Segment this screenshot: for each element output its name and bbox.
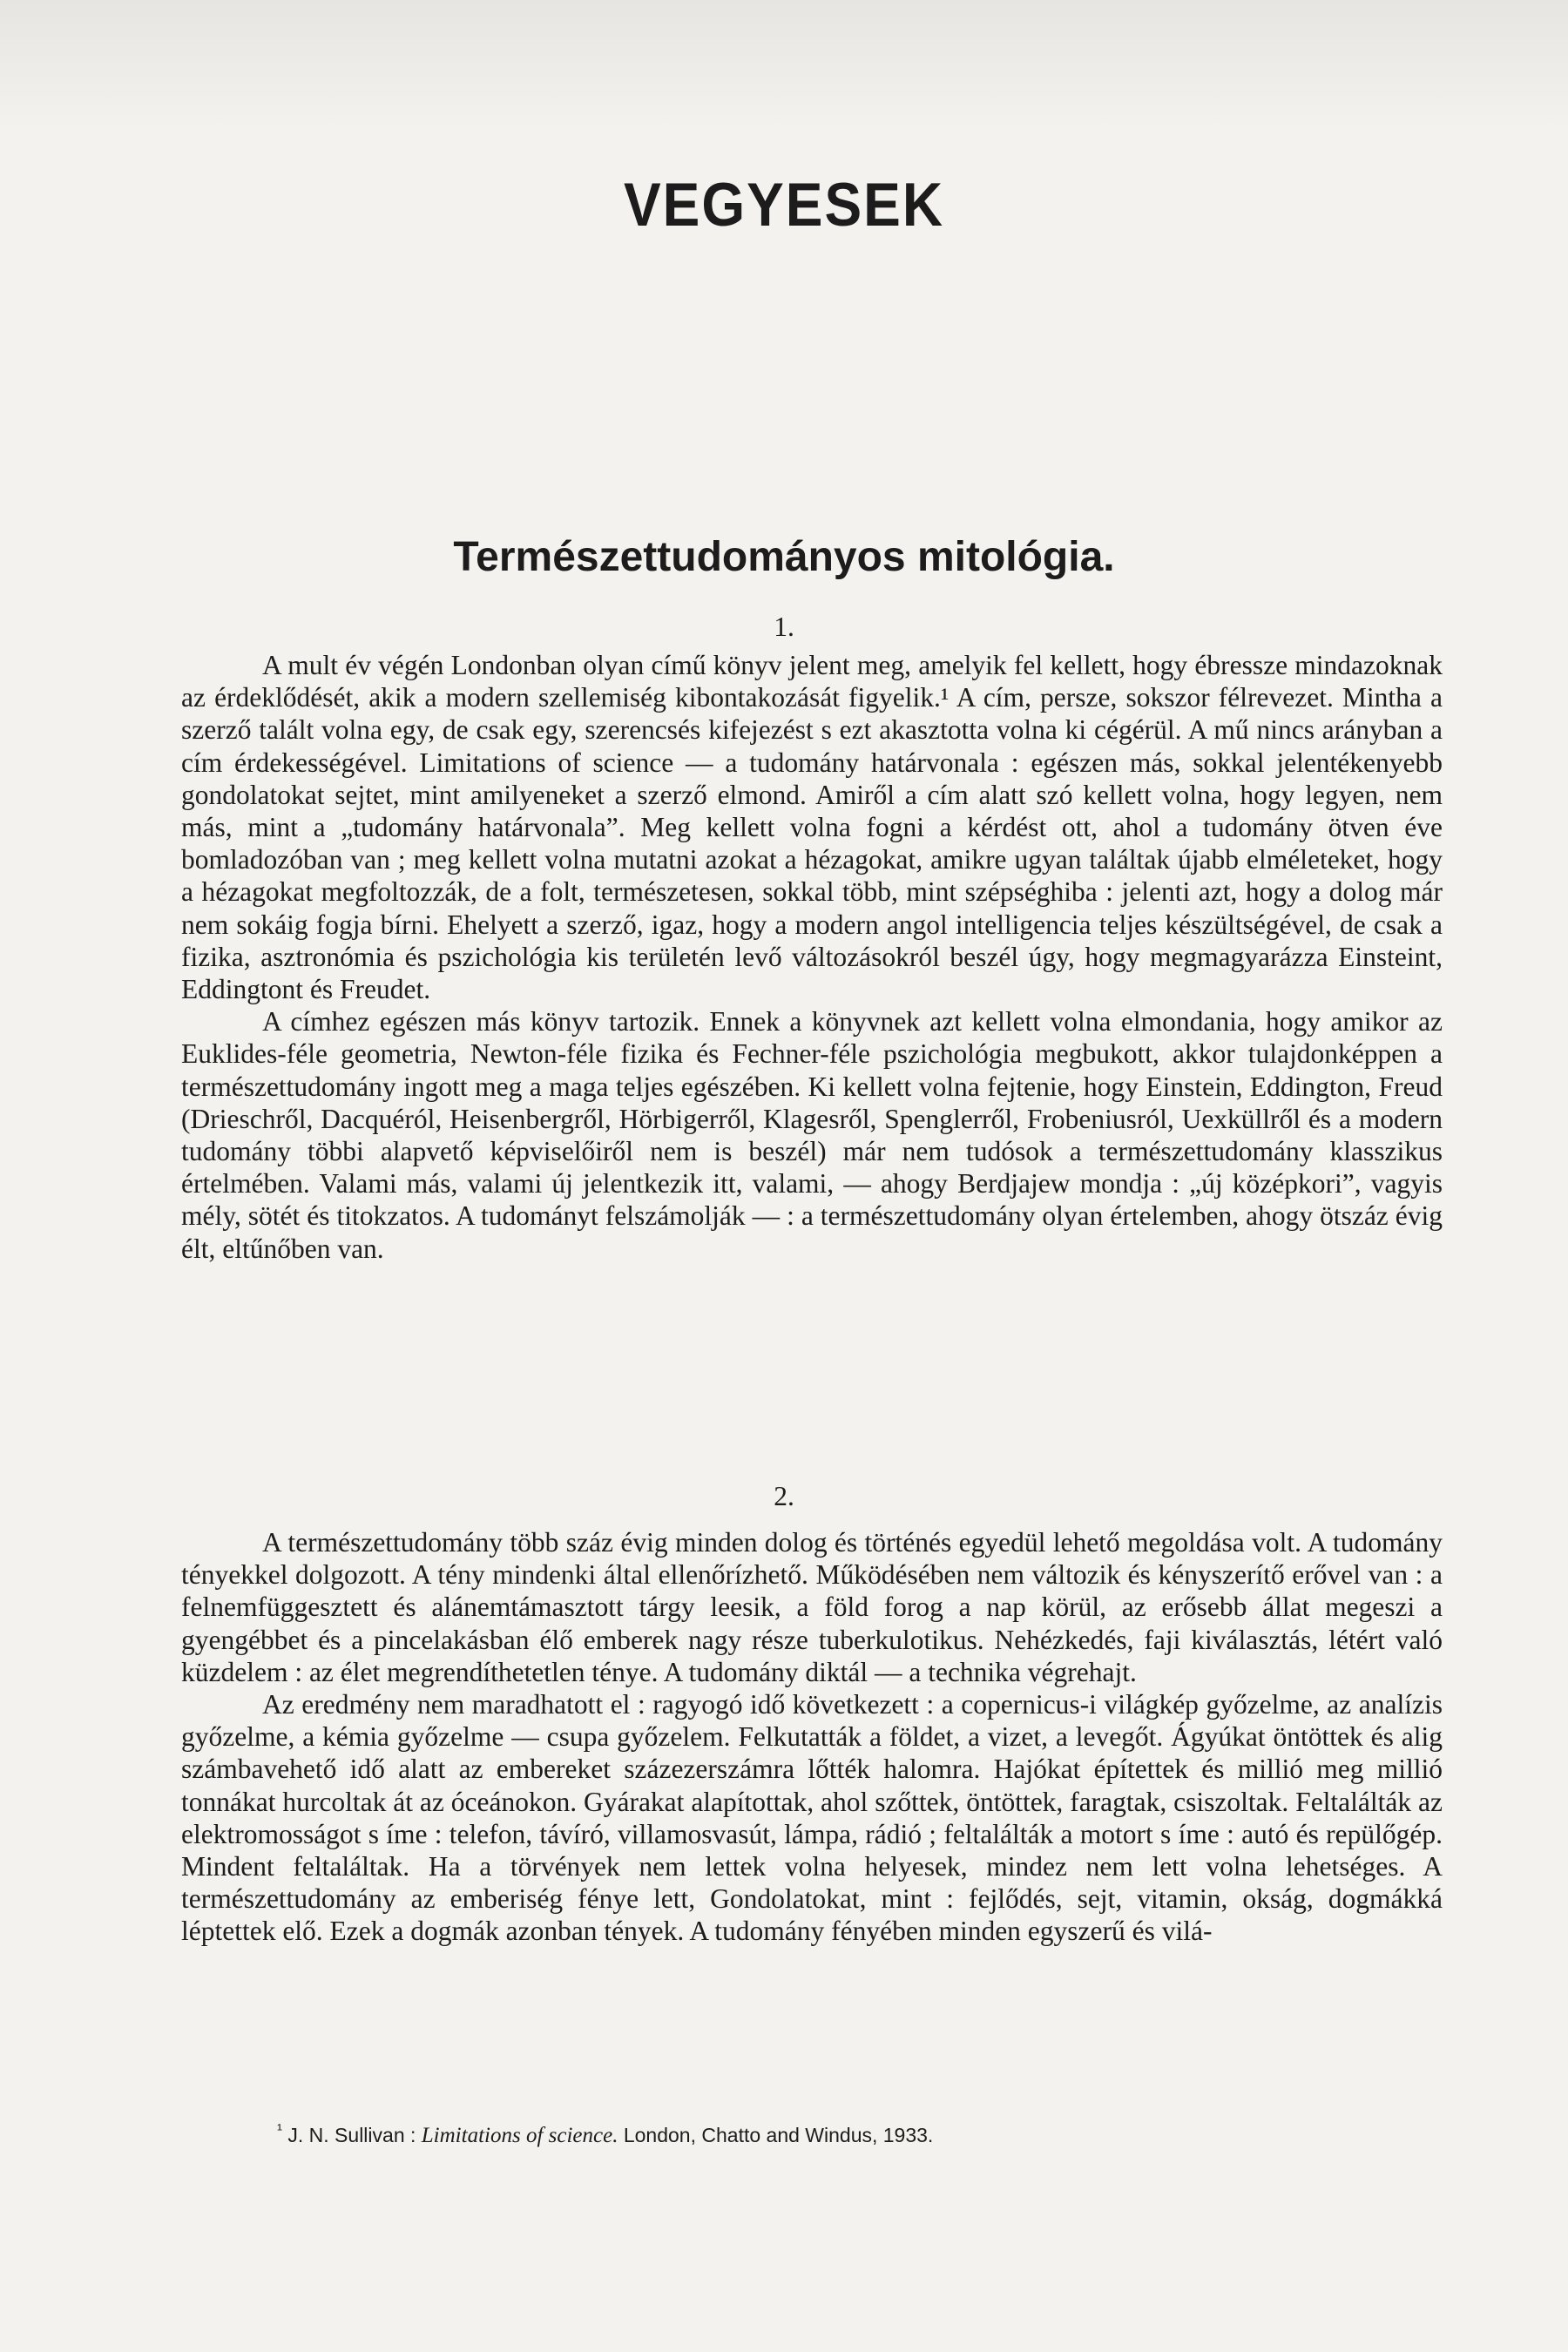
part-number-2: 2.: [774, 1481, 794, 1511]
paragraph: A mult év végén Londonban olyan című könyv jelent meg, amelyik fel kellett, hogy ébressze mindazoknak az érdeklődését, akik a modern szellemiség kibontakozását figyelik.¹ A cím, persze, sokszor félrevezet. Mintha a szerző talált volna egy, de csak egy, szerencsés kifejezést s ezt akasztotta volna ki cégérül. A mű nincs arányban a cím érdekességével. Limitations of science — a tudomány határvonala : egészen más, sokkal jelentékenyebb gondolatokat sejtet, mint amilyeneket a szerző elmond. Amiről a cím alatt szó kellett volna, hogy legyen, nem más, mint a „tudomány határvonala”. Meg kellett volna fogni a kérdést ott, ahol a tudomány ötven éve bomladozóban van ; meg kellett volna mutatni azokat a hézagokat, amikre ugyan találtak újabb elméleteket, hogy a hézagokat megfoltozzák, de a folt, természetesen, sokkal több, mint szépséghiba : jelenti azt, hogy a dolog már nem sokáig fogja bírni. Ehelyett a szerző, igaz, hogy a modern angol intelligencia teljes készültségével, de csak a fizika, asztronómia és pszichológia kis területén levő változásokról beszél úgy, hogy megmagyarázza Einsteint, Eddingtont és Freudet.: [181, 650, 1443, 1005]
part-2-body: [181, 1526, 1443, 1948]
footnote-author: J. N. Sullivan :: [287, 2124, 416, 2146]
article-title: Természettudományos mitológia.: [453, 534, 1115, 580]
footnote-title: Limitations of science.: [421, 2124, 618, 2147]
part-number-1: 1.: [774, 612, 794, 642]
footnote-publisher: London, Chatto and Windus, 1933.: [623, 2124, 934, 2146]
footnote-mark: ¹: [277, 2120, 282, 2139]
footnote: [277, 2120, 1409, 2148]
part-1-body: [181, 649, 1443, 1265]
paragraph: A természettudomány több száz évig minden dolog és történés egyedül lehető megoldása volt. A tudomány tényekkel dolgozott. A tény mindenki által ellenőrízhető. Működésében nem változik és kényszerítő erővel van : a felnemfüggesztett és alánemtámasztott tárgy leesik, a föld forog a nap körül, az erősebb állat megeszi a gyengébbet és a pincelakásban élő emberek nagy része tuberkulotikus. Nehézkedés, faji kiválasztás, létért való küzdelem : az élet megrendíthetetlen ténye. A tudomány diktál — a technika végrehajt.: [181, 1527, 1443, 1687]
paragraph: A címhez egészen más könyv tartozik. Ennek a könyvnek azt kellett volna elmondania, hogy amikor az Euklides-féle geometria, Newton-féle fizika és Fechner-féle pszichológia megbukott, akkor tulajdonképpen a természettudomány ingott meg a maga teljes egészében. Ki kellett volna fejtenie, hogy Einstein, Eddington, Freud (Drieschről, Dacquéról, Heisenbergről, Hörbigerről, Klagesről, Spenglerről, Frobeniusról, Uexküllről és a modern tudomány többi alapvető képviselőiről nem is beszél) már nem tudósok a természettudomány klasszikus értelmében. Valami más, valami új jelentkezik itt, valami, — ahogy Berdjajew mondja : „új középkori”, vagyis mély, sötét és titokzatos. A tudományt felszámolják — : a természettudomány olyan értelemben, ahogy ötszáz évig élt, eltűnőben van.: [181, 1006, 1443, 1264]
paragraph: Az eredmény nem maradhatott el : ragyogó idő következett : a copernicus-i világkép győzelme, az analízis győzelme, a kémia győzelme — csupa győzelem. Felkutatták a földet, a vizet, a levegőt. Ágyúkat öntöttek és alig számbavehető idő alatt az embereket százezerszámra lőtték halomra. Hajókat építettek és millió meg millió tonnákat hurcoltak át az óceánokon. Gyárakat alapítottak, ahol szőttek, öntöttek, faragtak, csiszoltak. Feltalálták az elektromosságot s íme : telefon, távíró, villamosvasút, lámpa, rádió ; feltalálták a motort s íme : autó és repülőgép. Mindent feltaláltak. Ha a törvények nem lettek volna helyesek, mindez nem lett volna lehetséges. A természettudomány az emberiség fénye lett, Gondolatokat, mint : fejlődés, sejt, vitamin, okság, dogmákká léptettek elő. Ezek a dogmák azonban tények. A tudomány fényében minden egyszerű és vilá-: [181, 1689, 1443, 1947]
section-title: VEGYESEK: [623, 170, 945, 240]
